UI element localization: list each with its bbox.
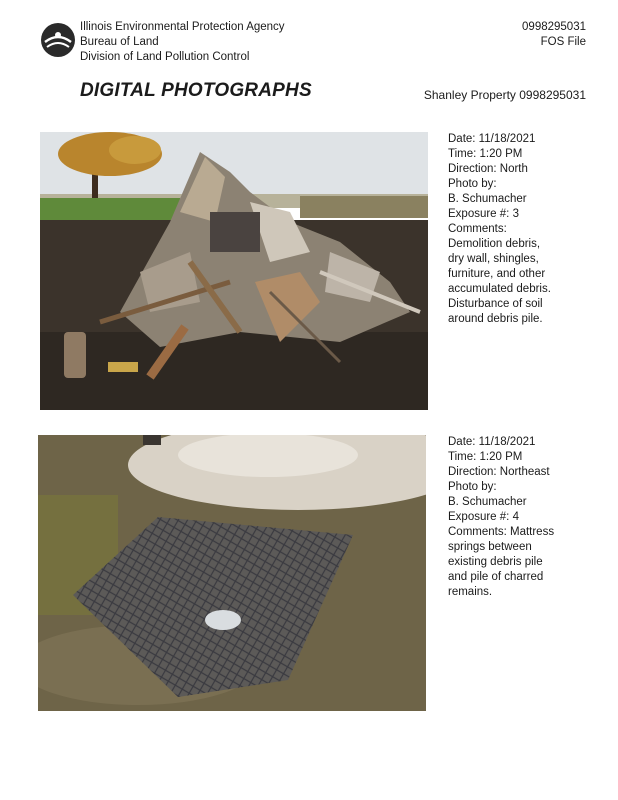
caption-comment-line: accumulated debris. bbox=[448, 283, 551, 295]
caption-exposure: Exposure #: 3 bbox=[448, 208, 519, 220]
caption-comment-line: existing debris pile bbox=[448, 556, 543, 568]
file-type: FOS File bbox=[540, 36, 586, 48]
caption-direction: Direction: Northeast bbox=[448, 466, 550, 478]
caption-photographer: B. Schumacher bbox=[448, 193, 527, 205]
caption-photo-by-label: Photo by: bbox=[448, 481, 497, 493]
caption-comment-line: around debris pile. bbox=[448, 313, 543, 325]
caption-time: Time: 1:20 PM bbox=[448, 451, 523, 463]
file-number: 0998295031 bbox=[522, 21, 586, 33]
bureau-name: Bureau of Land bbox=[80, 36, 159, 48]
caption-comment-line: Disturbance of soil bbox=[448, 298, 543, 310]
caption-comment-line: and pile of charred bbox=[448, 571, 544, 583]
photo-mattress-springs bbox=[38, 435, 426, 711]
caption-comment-line: Comments: Mattress bbox=[448, 526, 555, 538]
file-info bbox=[522, 20, 586, 50]
photo-2-caption bbox=[448, 435, 598, 600]
caption-comment-line: remains. bbox=[448, 586, 493, 598]
caption-comment-line: Demolition debris, bbox=[448, 238, 541, 250]
division-name: Division of Land Pollution Control bbox=[80, 51, 250, 63]
caption-photo-by-label: Photo by: bbox=[448, 178, 497, 190]
agency-name-block bbox=[80, 20, 285, 65]
caption-time: Time: 1:20 PM bbox=[448, 148, 523, 160]
page-title: DIGITAL PHOTOGRAPHS bbox=[80, 80, 312, 101]
caption-comment-line: furniture, and other bbox=[448, 268, 546, 280]
agency-name: Illinois Environmental Protection Agency bbox=[80, 21, 285, 33]
caption-comment-line: springs between bbox=[448, 541, 532, 553]
caption-photographer: B. Schumacher bbox=[448, 496, 527, 508]
caption-date: Date: 11/18/2021 bbox=[448, 133, 536, 145]
caption-comment-line: dry wall, shingles, bbox=[448, 253, 539, 265]
caption-exposure: Exposure #: 4 bbox=[448, 511, 519, 523]
illinois-epa-logo-icon bbox=[40, 22, 76, 58]
caption-date: Date: 11/18/2021 bbox=[448, 436, 536, 448]
photo-debris-pile bbox=[40, 132, 428, 410]
photo-1-caption bbox=[448, 132, 598, 327]
property-name: Shanley Property 0998295031 bbox=[423, 88, 586, 102]
caption-comments-label: Comments: bbox=[448, 223, 507, 235]
caption-direction: Direction: North bbox=[448, 163, 528, 175]
